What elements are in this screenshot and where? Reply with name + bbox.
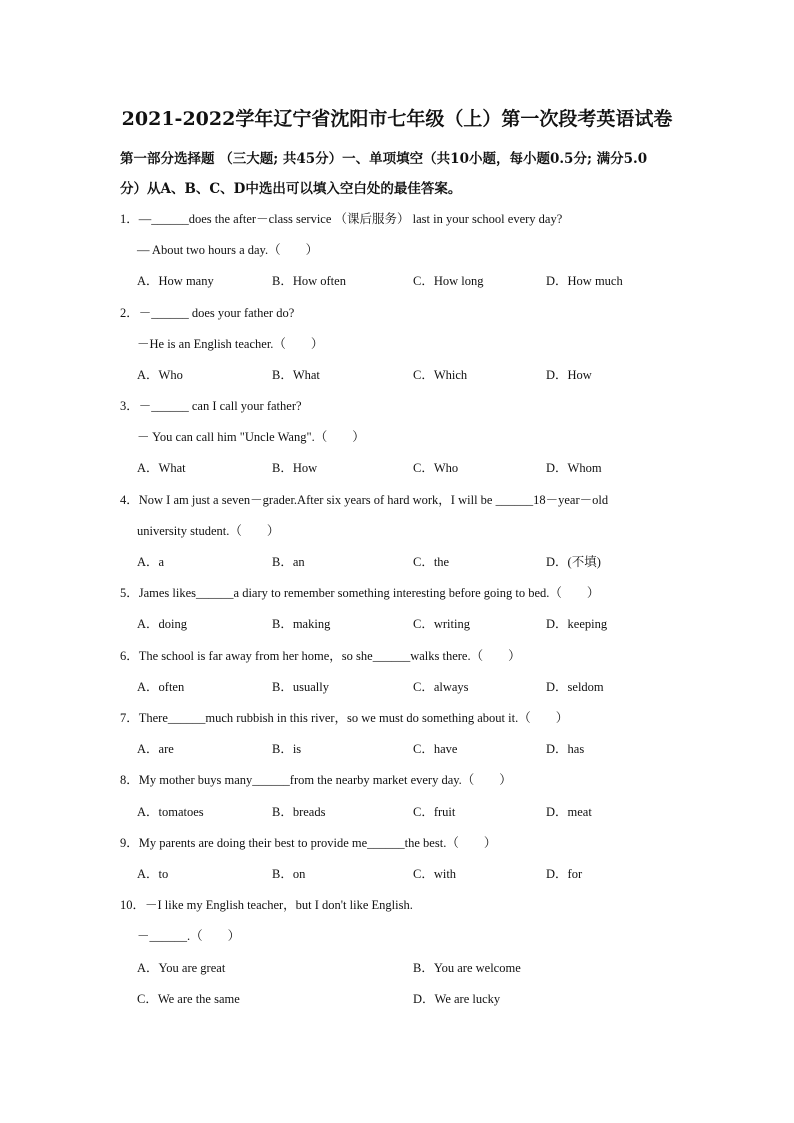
question-1-line-2: — About two hours a day.（ ） (137, 243, 319, 257)
question-5-option-2[interactable]: B．making (272, 617, 331, 631)
question-6-line-1: 6．The school is far away from her home，so she______walks there.（ ） (120, 649, 521, 663)
question-10-line-1: 10．－I like my English teacher，but I don't like English. (120, 898, 413, 912)
question-8-option-4[interactable]: D．meat (546, 805, 592, 819)
question-3-option-3[interactable]: C．Who (413, 461, 459, 475)
question-8-line-1: 8．My mother buys many______from the nearby market every day.（ ） (120, 773, 512, 787)
question-3-line-2: － You can call him "Uncle Wang".（ ） (137, 430, 365, 444)
question-3-option-4[interactable]: D．Whom (546, 461, 602, 475)
question-5-option-3[interactable]: C．writing (413, 617, 470, 631)
question-1-option-2[interactable]: B．How often (272, 274, 346, 288)
question-10-option-2[interactable]: B．You are welcome (413, 961, 521, 975)
question-1-line-1: 1．—______does the after－class service （课后服务） last in your school every day? (120, 212, 563, 226)
question-1-option-1[interactable]: A．How many (137, 274, 214, 288)
question-8-option-2[interactable]: B．breads (272, 805, 326, 819)
question-7-option-3[interactable]: C．have (413, 742, 458, 756)
question-1-option-3[interactable]: C．How long (413, 274, 484, 288)
question-9-option-2[interactable]: B．on (272, 867, 306, 881)
question-10-option-1[interactable]: A．You are great (137, 961, 226, 975)
question-2-line-2: －He is an English teacher.（ ） (137, 337, 324, 351)
question-6-option-1[interactable]: A．often (137, 680, 185, 694)
question-4-line-2: university student.（ ） (137, 524, 280, 538)
question-10-option-4[interactable]: D．We are lucky (413, 992, 501, 1006)
section-intro-line-1: 第一部分选择题 （三大题; 共45分）一、单项填空（共10小题，每小题0.5分; 满分5.0 (120, 151, 648, 167)
question-9-line-1: 9．My parents are doing their best to provide me______the best.（ ） (120, 836, 497, 850)
question-9-option-3[interactable]: C．with (413, 867, 457, 881)
question-3-option-2[interactable]: B．How (272, 461, 318, 475)
page-title: 2021-2022学年辽宁省沈阳市七年级（上）第一次段考英语试卷 (121, 108, 673, 130)
question-4-line-1: 4．Now I am just a seven－grader.After six years of hard work，I will be ______18－year－old (120, 493, 609, 507)
question-3-option-1[interactable]: A．What (137, 461, 186, 475)
question-4-option-3[interactable]: C．the (413, 555, 450, 569)
question-3-line-1: 3．－______ can I call your father? (120, 399, 302, 413)
question-2-option-4[interactable]: D．How (546, 368, 592, 382)
question-4-option-2[interactable]: B．an (272, 555, 305, 569)
question-4-option-1[interactable]: A．a (137, 555, 165, 569)
question-6-option-2[interactable]: B．usually (272, 680, 329, 694)
question-1-option-4[interactable]: D．How much (546, 274, 623, 288)
question-4-option-4[interactable]: D．(不填) (546, 555, 601, 569)
question-8-option-3[interactable]: C．fruit (413, 805, 456, 819)
section-intro-line-2: 分）从A、B、C、D中选出可以填入空白处的最佳答案。 (120, 181, 462, 197)
question-2-line-1: 2．－______ does your father do? (120, 306, 295, 320)
question-8-option-1[interactable]: A．tomatoes (137, 805, 204, 819)
question-9-option-1[interactable]: A．to (137, 867, 169, 881)
question-9-option-4[interactable]: D．for (546, 867, 583, 881)
question-5-option-4[interactable]: D．keeping (546, 617, 608, 631)
question-6-option-4[interactable]: D．seldom (546, 680, 604, 694)
question-7-option-2[interactable]: B．is (272, 742, 302, 756)
question-6-option-3[interactable]: C．always (413, 680, 469, 694)
question-2-option-2[interactable]: B．What (272, 368, 320, 382)
question-7-line-1: 7．There______much rubbish in this river，so we must do something about it.（ ） (120, 711, 569, 725)
question-2-option-1[interactable]: A．Who (137, 368, 183, 382)
question-10-option-3[interactable]: C．We are the same (137, 992, 240, 1006)
question-7-option-1[interactable]: A．are (137, 742, 174, 756)
question-10-line-2: －______.（ ） (137, 929, 241, 943)
question-2-option-3[interactable]: C．Which (413, 368, 468, 382)
question-7-option-4[interactable]: D．has (546, 742, 585, 756)
question-5-option-1[interactable]: A．doing (137, 617, 188, 631)
question-5-line-1: 5．James likes______a diary to remember something interesting before going to bed.（ ） (120, 586, 600, 600)
